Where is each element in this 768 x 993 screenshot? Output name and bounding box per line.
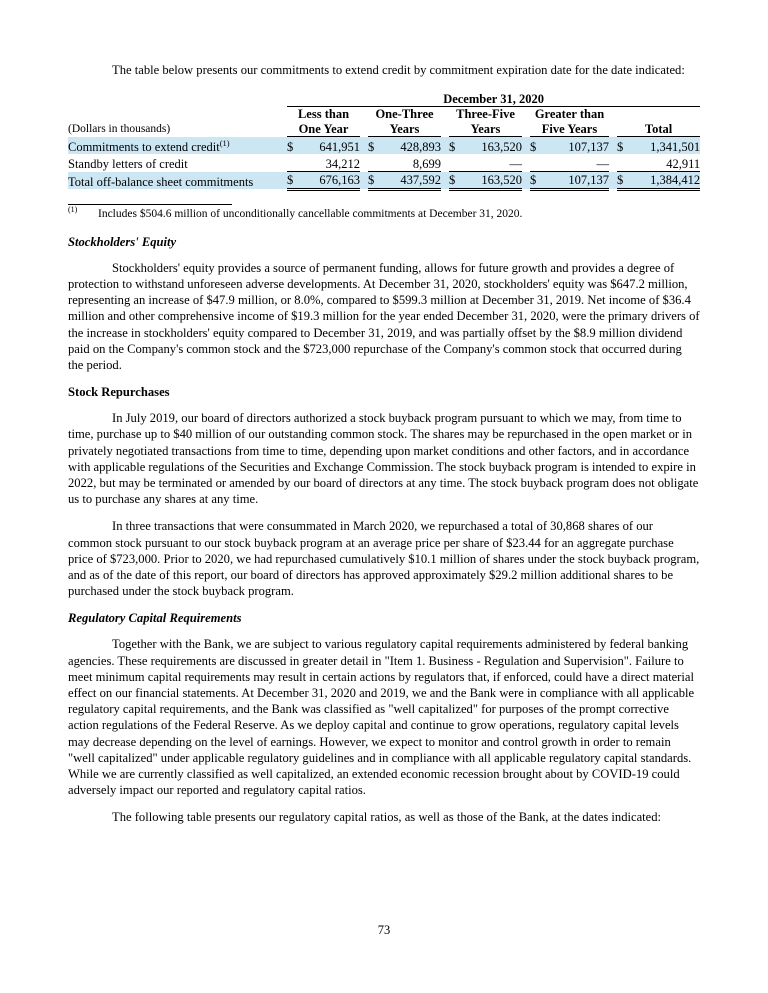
- paragraph-stockholders-equity: Stockholders' equity provides a source of permanent funding, allows for future growth and provides a degree of protection to withstand unforeseen adverse developments. At December 31, 2020, stockholders' equity was $647.2 million, representing an increase of $47.9 million, or 8.0%, compared to $599.3 million at December 31, 2019. Net income of $36.4 million and other comprehensive income of $19.3 million for the year ended December 31, 2020, were the primary drivers of the increase in stockholders' equity compared to December 31, 2019, and was partially offset by the $8.9 million dividend paid on the Company's common stock and the $723,000 repurchase of the Company's common stock that occurred during the period.: [68, 260, 700, 372]
- currency-symbol: $: [287, 172, 300, 190]
- column-gap: [360, 107, 368, 137]
- paragraph-regulatory-capital: Together with the Bank, we are subject to various regulatory capital requirements administered by federal banking agencies. These requirements are discussed in greater detail in "Item 1. Business - Regulation and Supervision". Failure to meet minimum capital requirements may result in certain actions by regulators that, if enforced, could have a direct material effect on our financial statements. At December 31, 2020 and 2019, we and the Bank were in compliance with all applicable regulatory capital requirements, and the Bank was classified as "well capitalized" for purposes of the prompt corrective action regulations of the Federal Reserve. As we deploy capital and continue to grow operations, regulatory capital levels may decrease depending on the level of earnings. However, we expect to monitor and control growth in order to remain "well capitalized" under applicable regulatory guidelines and in compliance with all applicable regulatory capital standards. While we are currently classified as well capitalized, an extended economic recession brought about by COVID-19 could adversely impact our reported and regulatory capital ratios.: [68, 637, 695, 798]
- currency-symbol: $: [617, 137, 630, 155]
- commitments-table: [68, 89, 700, 191]
- column-gap: [609, 154, 617, 172]
- row-label: [68, 154, 287, 172]
- cell-value: 42,911: [630, 154, 700, 172]
- column-header-line1: Three-Five: [456, 107, 515, 122]
- cell-value: 163,520: [462, 172, 522, 190]
- column-gap: [609, 107, 617, 137]
- section-heading-regulatory-capital: Regulatory Capital Requirements: [68, 611, 242, 626]
- row-label: [68, 137, 287, 155]
- cell-value: 676,163: [300, 172, 360, 190]
- cell-value: 1,384,412: [630, 172, 700, 190]
- cell-value: —: [462, 154, 522, 172]
- column-header-greater-than-five-years: [530, 107, 609, 137]
- page-number: 73: [377, 923, 391, 937]
- column-header-three-five-years: [449, 107, 522, 137]
- currency-symbol: [368, 154, 381, 172]
- row-label-text: Standby letters of credit: [68, 157, 188, 172]
- footnote-rule: [68, 204, 232, 205]
- currency-symbol: $: [530, 172, 543, 190]
- currency-symbol: [530, 154, 543, 172]
- column-header-line2: Total: [644, 121, 673, 136]
- column-gap: [609, 137, 617, 155]
- column-gap: [609, 172, 617, 190]
- column-gap: [522, 137, 530, 155]
- column-header-line2: Years: [389, 121, 420, 136]
- cell-value: 641,951: [300, 137, 360, 155]
- column-header-line2: Years: [470, 121, 501, 136]
- table-period-row: [68, 89, 700, 107]
- column-gap: [441, 172, 449, 190]
- cell-value: 107,137: [543, 137, 609, 155]
- column-gap: [441, 154, 449, 172]
- column-header-less-than-one-year: [287, 107, 360, 137]
- footnote: (1) Includes $504.6 million of unconditionally cancellable commitments at December 31, 2020.: [68, 204, 523, 220]
- currency-symbol: $: [368, 172, 381, 190]
- column-header-one-three-years: [368, 107, 441, 137]
- paragraph-stock-repurchases-2: In three transactions that were consummated in March 2020, we repurchased a total of 30,868 shares of our common stock pursuant to our stock buyback program at an average price per share of $23.44 for an aggregate purchase price of $723,000. Prior to 2020, we had repurchased cumulatively $10.1 million of shares under the stock buyback program, and as of the date of this report, our board of directors has approved approximately $29.2 million additional shares to be purchased under the stock buyback program.: [68, 519, 700, 599]
- currency-symbol: $: [617, 172, 630, 190]
- row-label-text: Commitments to extend credit: [68, 139, 220, 154]
- unit-label: (Dollars in thousands): [68, 123, 171, 136]
- currency-symbol: [287, 154, 300, 172]
- column-header-total: [617, 107, 700, 137]
- currency-symbol: [449, 154, 462, 172]
- footnote-reference: (1): [219, 137, 230, 148]
- section-heading-stock-repurchases: Stock Repurchases: [68, 385, 170, 400]
- page-content: [68, 62, 700, 837]
- column-gap: [522, 154, 530, 172]
- intro-paragraph: The table below presents our commitments to extend credit by commitment expiration date for the date indicated:: [112, 63, 685, 77]
- table-column-header-row: [68, 107, 700, 137]
- column-gap: [522, 172, 530, 190]
- table-row-standby-letters-of-credit: [68, 154, 700, 172]
- cell-value: 428,893: [381, 137, 441, 155]
- cell-value: 1,341,501: [630, 137, 700, 155]
- column-gap: [441, 137, 449, 155]
- column-gap: [360, 172, 368, 190]
- cell-value: 107,137: [543, 172, 609, 190]
- row-label-text: Total off-balance sheet commitments: [68, 174, 254, 189]
- column-gap: [360, 154, 368, 172]
- cell-value: 163,520: [462, 137, 522, 155]
- cell-value: —: [543, 154, 609, 172]
- currency-symbol: $: [449, 172, 462, 190]
- column-header-line1: Less than: [297, 107, 350, 122]
- table-row-total-off-balance-sheet-commitments: [68, 172, 700, 190]
- column-header-line1: One-Three: [375, 107, 434, 122]
- column-header-line1: Greater than: [534, 107, 605, 122]
- paragraph-regulatory-closing: The following table presents our regulatory capital ratios, as well as those of the Bank, at the dates indicated:: [112, 810, 662, 825]
- cell-value: 8,699: [381, 154, 441, 172]
- cell-value: 437,592: [381, 172, 441, 190]
- column-header-line2: Five Years: [541, 121, 598, 136]
- column-header-line2: One Year: [298, 121, 349, 136]
- currency-symbol: $: [530, 137, 543, 155]
- row-label: [68, 172, 287, 190]
- paragraph-stock-repurchases-1: In July 2019, our board of directors authorized a stock buyback program pursuant to which we may, from time to time, purchase up to $40 million of our outstanding common stock. The shares may be repurchased in the open market or in privately negotiated transactions from time to time, depending upon market conditions and other factors, and in accordance with applicable regulations of the Securities and Exchange Commission. The stock buyback program is intended to expire in 2022, but may be terminated or amended by our board of directors at any time. The stock buyback program does not obligate us to purchase any shares at any time.: [68, 411, 699, 507]
- period-spacer-cell: [68, 89, 287, 107]
- currency-symbol: [617, 154, 630, 172]
- table-row-commitments-to-extend-credit: [68, 137, 700, 155]
- currency-symbol: $: [449, 137, 462, 155]
- currency-symbol: $: [368, 137, 381, 155]
- column-gap: [441, 107, 449, 137]
- column-gap: [522, 107, 530, 137]
- section-heading-stockholders-equity: Stockholders' Equity: [68, 234, 177, 249]
- currency-symbol: $: [287, 137, 300, 155]
- table-period-header: December 31, 2020: [287, 89, 700, 107]
- footnote-text: Includes $504.6 million of unconditionally cancellable commitments at December 31, 2020.: [98, 207, 523, 220]
- column-gap: [360, 137, 368, 155]
- cell-value: 34,212: [300, 154, 360, 172]
